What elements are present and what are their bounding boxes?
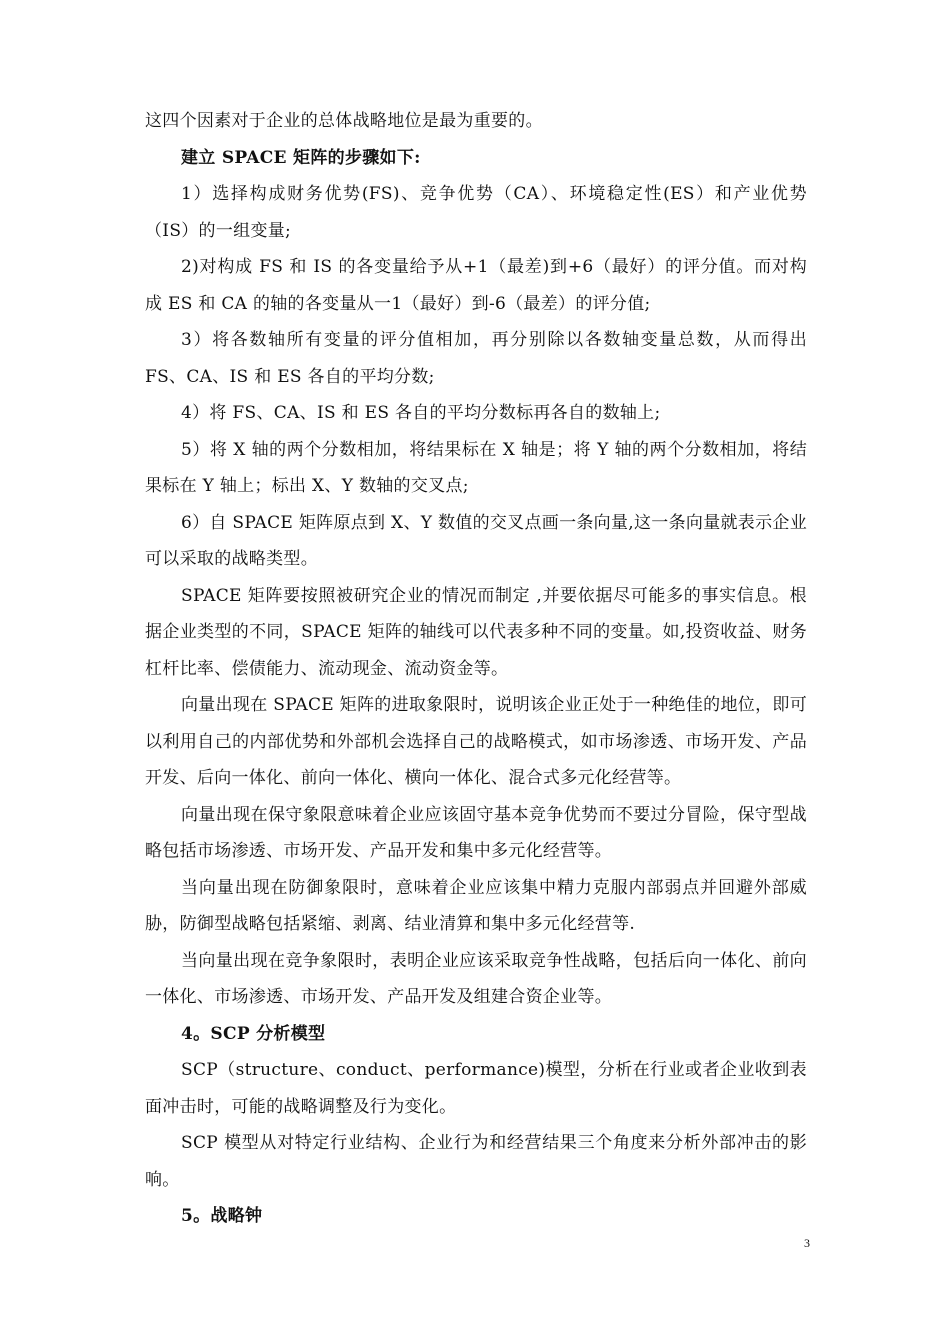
strategy-clock-heading: 5。战略钟 bbox=[181, 1206, 263, 1226]
step-4-paragraph: 4）将 FS、CA、IS 和 ES 各自的平均分数标再各自的数轴上; bbox=[181, 403, 661, 423]
aggressive-quadrant-paragraph: 向量出现在 SPACE 矩阵的进取象限时，说明该企业正处于一种绝佳的地位，即可以利用自己的内部优势和外部机会选择自己的战略模式，如市场渗透、市场开发、产品开发、后向一体化、前向一体化、横向一体化、混合式多元化经营等。 bbox=[145, 695, 807, 788]
scp-section-heading: 4。SCP 分析模型 bbox=[181, 1023, 326, 1044]
defensive-quadrant-paragraph: 当向量出现在防御象限时，意味着企业应该集中精力克服内部弱点并回避外部威胁，防御型战略包括紧缩、剥离、结业清算和集中多元化经营等. bbox=[145, 877, 807, 934]
body-paragraph: 这四个因素对于企业的总体战略地位是最为重要的。 bbox=[145, 111, 543, 131]
step-1-paragraph: 1）选择构成财务优势(FS)、竞争优势（CA）、环境稳定性(ES）和产业优势（IS）的一组变量; bbox=[145, 184, 807, 241]
page-number: 3 bbox=[804, 1236, 810, 1250]
step-2-paragraph: 2)对构成 FS 和 IS 的各变量给予从+1（最差)到+6（最好）的评分值。而对构成 ES 和 CA 的轴的各变量从一1（最好）到-6（最差）的评分值; bbox=[145, 257, 807, 314]
conservative-quadrant-paragraph: 向量出现在保守象限意味着企业应该固守基本竞争优势而不要过分冒险，保守型战略包括市场渗透、市场开发、产品开发和集中多元化经营等。 bbox=[145, 804, 807, 861]
steps-heading: 建立 SPACE 矩阵的步骤如下: bbox=[181, 147, 421, 168]
step-3-paragraph: 3）将各数轴所有变量的评分值相加，再分别除以各数轴变量总数，从而得出 FS、CA、IS 和 ES 各自的平均分数; bbox=[145, 330, 807, 387]
space-matrix-paragraph: SPACE 矩阵要按照被研究企业的情况而制定 ,并要依据尽可能多的事实信息。根据企业类型的不同，SPACE 矩阵的轴线可以代表多种不同的变量。如,投资收益、财务杠杆比率、偿债能力、流动现金、流动资金等。 bbox=[145, 585, 807, 679]
page-body bbox=[145, 103, 807, 1235]
scp-analysis-paragraph: SCP 模型从对特定行业结构、企业行为和经营结果三个角度来分析外部冲击的影响。 bbox=[145, 1133, 807, 1190]
step-5-paragraph: 5）将 X 轴的两个分数相加，将结果标在 X 轴是；将 Y 轴的两个分数相加，将结果标在 Y 轴上；标出 X、Y 数轴的交叉点; bbox=[145, 439, 807, 496]
scp-definition-paragraph: SCP（structure、conduct、performance)模型，分析在行业或者企业收到表面冲击时，可能的战略调整及行为变化。 bbox=[145, 1060, 807, 1117]
competitive-quadrant-paragraph: 当向量出现在竞争象限时，表明企业应该采取竞争性战略，包括后向一体化、前向一体化、市场渗透、市场开发、产品开发及组建合资企业等。 bbox=[145, 950, 807, 1007]
step-6-paragraph: 6）自 SPACE 矩阵原点到 X、Y 数值的交叉点画一条向量,这一条向量就表示企业可以采取的战略类型。 bbox=[145, 512, 807, 569]
